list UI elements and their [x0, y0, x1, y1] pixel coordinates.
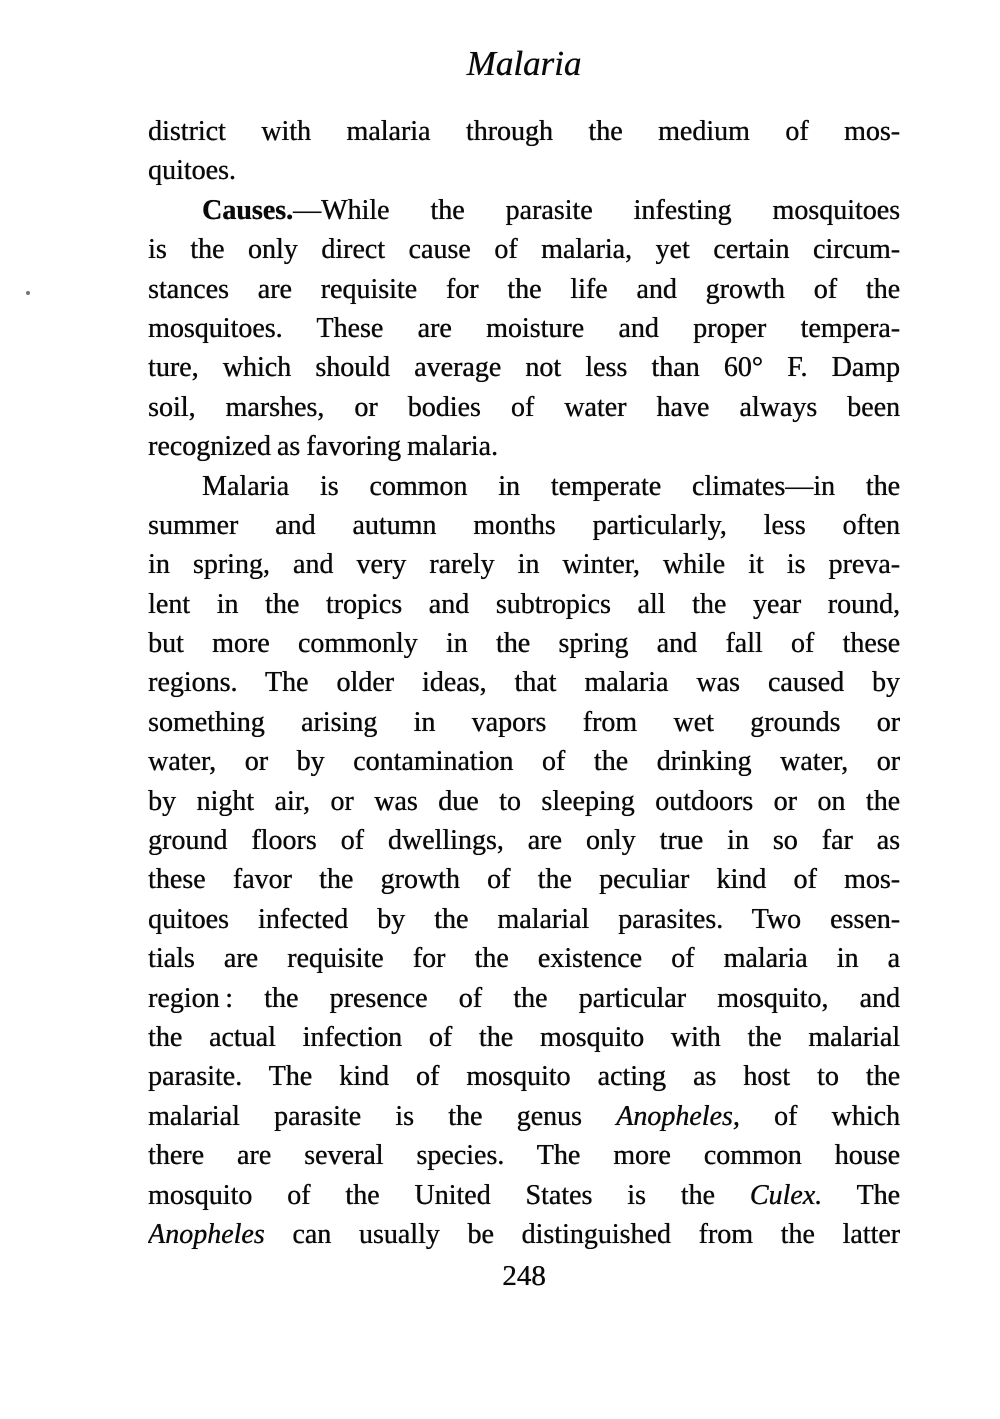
page-header-title: Malaria [466, 44, 582, 83]
text-run: quitoes infected by the malarial parasites. Two essen- [148, 903, 900, 935]
text-line [148, 939, 900, 978]
text-run: in spring, and very rarely in winter, while it is preva- [148, 549, 900, 581]
text-line [148, 703, 900, 742]
text-run: tials are requisite for the existence of malaria in a [148, 943, 900, 975]
text-line [148, 112, 900, 151]
bold-run: Causes. [202, 194, 294, 226]
text-run: can usually be distinguished from the latter [264, 1218, 900, 1250]
text-line [148, 742, 900, 781]
text-run: region : the presence of the particular mosquito, and [148, 982, 900, 1014]
text-run: malarial parasite is the genus [148, 1100, 617, 1132]
text-run: there are several species. The more common house [148, 1140, 900, 1172]
text-run: mosquito of the United States is the [148, 1179, 750, 1211]
text-run: but more commonly in the spring and fall of these [148, 628, 900, 660]
text-line [148, 821, 900, 860]
text-run: lent in the tropics and subtropics all the year round, [148, 588, 900, 620]
text-run: water, or by contamination of the drinking water, or [148, 746, 900, 778]
text-run: summer and autumn months particularly, less often [148, 509, 900, 541]
italic-run: Culex. [749, 1179, 823, 1211]
text-line [148, 900, 900, 939]
text-run: —While the parasite infesting mosquitoes [293, 194, 900, 226]
text-line [148, 348, 900, 387]
text-run: ture, which should average not less than 60° F. Damp [148, 352, 900, 384]
text-line [148, 191, 900, 230]
text-line [148, 388, 900, 427]
text-line [148, 506, 900, 545]
text-line [148, 585, 900, 624]
text-line [148, 1018, 900, 1057]
text-run: regions. The older ideas, that malaria was caused by [148, 667, 900, 699]
text-run: parasite. The kind of mosquito acting as host to the [148, 1061, 900, 1093]
text-line [148, 427, 900, 466]
text-run: recognized as favoring malaria. [148, 431, 498, 463]
text-line [148, 1215, 900, 1254]
text-run: mosquitoes. These are moisture and proper tempera- [148, 312, 900, 344]
text-run: the actual infection of the mosquito with the malarial [148, 1021, 900, 1053]
text-run: ground floors of dwellings, are only true in so far as [148, 825, 900, 857]
text-line [148, 467, 900, 506]
scan-speck [26, 291, 30, 295]
text-run: by night air, or was due to sleeping outdoors or on the [148, 785, 900, 817]
text-line [148, 1176, 900, 1215]
text-line [148, 1097, 900, 1136]
text-line [148, 270, 900, 309]
text-run: of which [739, 1100, 900, 1132]
text-line [148, 151, 900, 190]
italic-run: Anopheles, [616, 1100, 740, 1132]
text-line [148, 979, 900, 1018]
text-line [148, 230, 900, 269]
text-run: these favor the growth of the peculiar kind of mos- [148, 864, 900, 896]
text-run: quitoes. [148, 155, 236, 187]
text-run: stances are requisite for the life and growth of the [148, 273, 900, 305]
text-line [148, 663, 900, 702]
text-line [148, 782, 900, 821]
text-run: something arising in vapors from wet grounds or [148, 706, 900, 738]
text-line [148, 1136, 900, 1175]
text-line [148, 309, 900, 348]
page-number: 248 [502, 1260, 546, 1292]
text-run: soil, marshes, or bodies of water have always been [148, 391, 900, 423]
text-run: The [822, 1179, 900, 1211]
italic-run: Anopheles [148, 1218, 265, 1250]
text-line [148, 1057, 900, 1096]
text-line [148, 624, 900, 663]
text-run: Malaria is common in temperate climates—in the [202, 470, 900, 502]
text-block [148, 112, 900, 1254]
text-run: is the only direct cause of malaria, yet certain circum- [148, 234, 900, 266]
text-line [148, 545, 900, 584]
text-run: district with malaria through the medium of mos- [148, 116, 900, 147]
text-line [148, 860, 900, 899]
